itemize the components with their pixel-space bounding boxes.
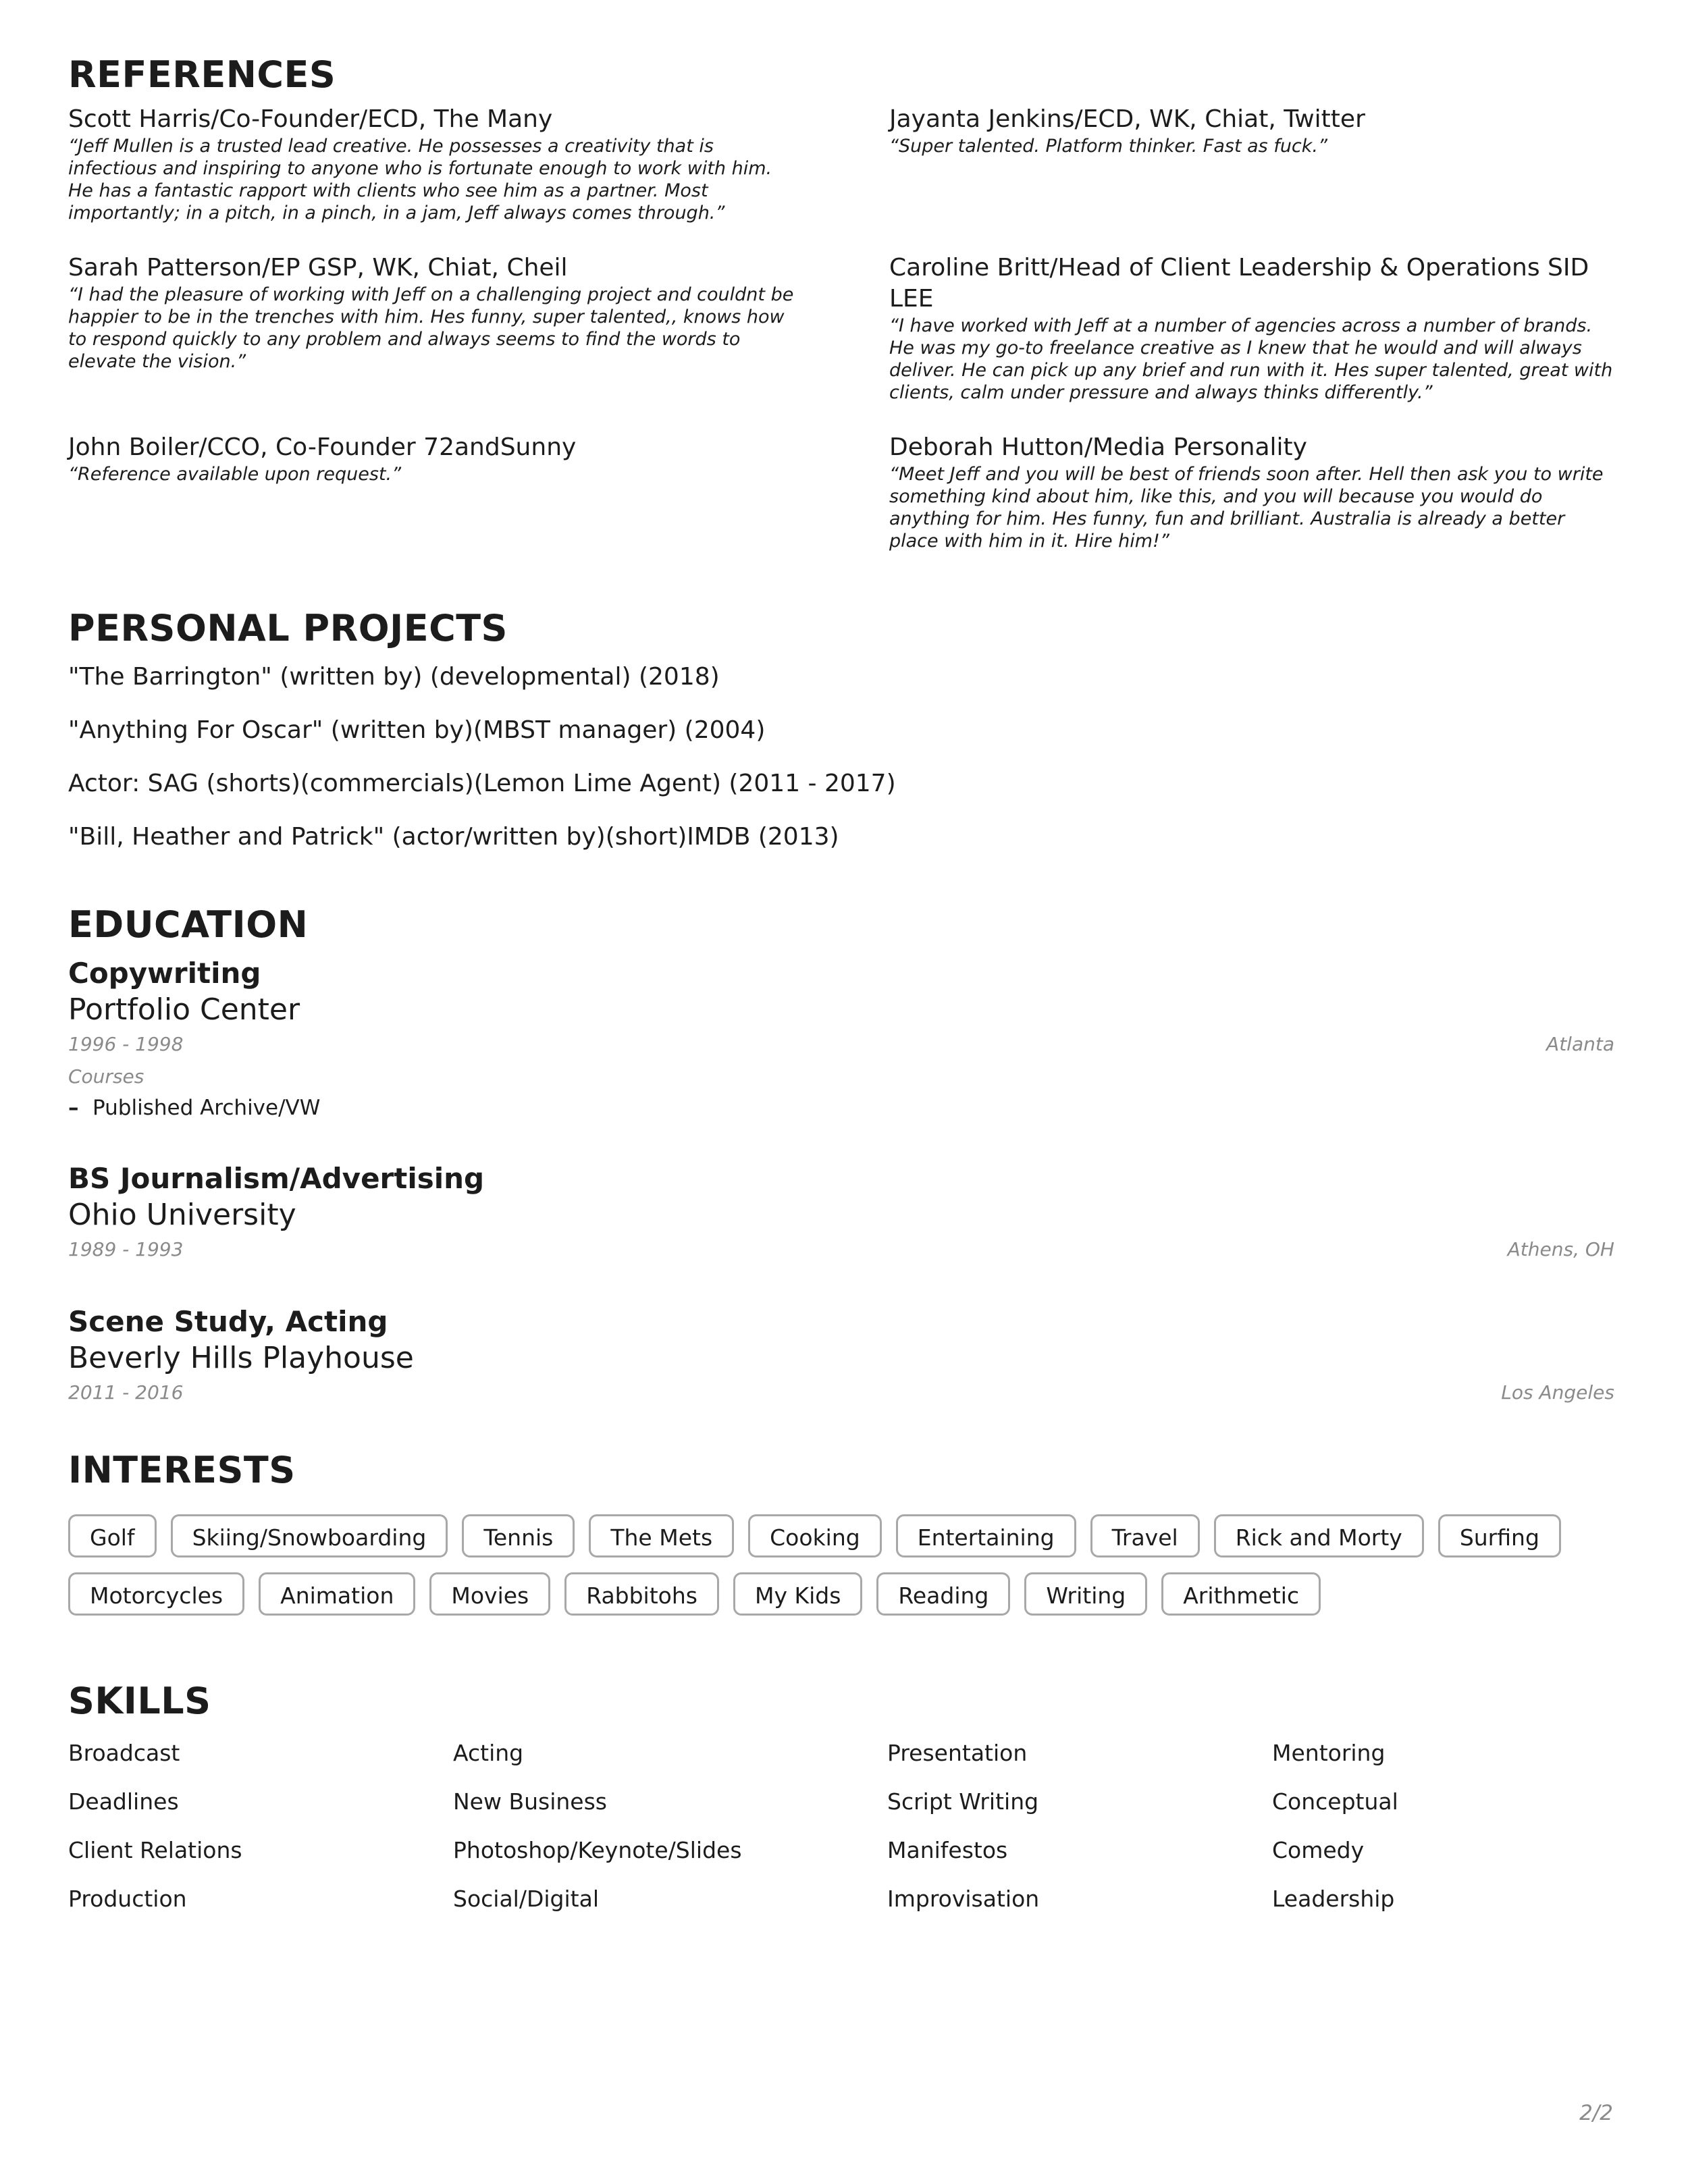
interest-tag: Arithmetic	[1161, 1572, 1321, 1616]
interest-tag: Surfing	[1438, 1514, 1561, 1557]
skill-item: Conceptual	[1272, 1788, 1398, 1815]
reference-quote: “Meet Jeff and you will be best of friends soon after. Hell then ask you to write something kind about him, like this, and you will because you would do anything for him. Hes funny, fun and brilliant. Australia is already a better place with him in it. Hire him!”	[889, 464, 1604, 552]
reference-name: Sarah Patterson/EP GSP, WK, Chiat, Cheil	[68, 254, 568, 282]
skill-item: Improvisation	[887, 1886, 1040, 1912]
references-grid	[68, 104, 1614, 552]
interest-tag: Golf	[68, 1514, 157, 1557]
interest-tag: Movies	[429, 1572, 550, 1616]
interests-section	[68, 1447, 1614, 1616]
interest-tag: Tennis	[462, 1514, 575, 1557]
education-degree: Copywriting	[68, 957, 261, 990]
skill-item: Deadlines	[68, 1788, 179, 1815]
skill-item: Client Relations	[68, 1837, 242, 1863]
interest-tag: Animation	[259, 1572, 415, 1616]
skill-item: Acting	[453, 1740, 524, 1766]
education-school: Ohio University	[68, 1198, 296, 1232]
personal-projects-heading: PERSONAL PROJECTS	[68, 607, 508, 649]
reference-item	[68, 104, 889, 224]
reference-name: Jayanta Jenkins/ECD, WK, Chiat, Twitter	[889, 105, 1365, 133]
project-item: "Anything For Oscar" (written by)(MBST manager) (2004)	[68, 716, 766, 744]
education-school: Portfolio Center	[68, 992, 300, 1027]
reference-item	[889, 252, 1614, 404]
skill-item: Leadership	[1272, 1886, 1395, 1912]
skills-section	[68, 1678, 1614, 1915]
interests-heading: INTERESTS	[68, 1449, 296, 1491]
education-entry	[68, 955, 1614, 1123]
education-years: 2011 - 2016	[68, 1381, 184, 1404]
reference-quote: “Reference available upon request.”	[68, 464, 402, 485]
skills-heading: SKILLS	[68, 1680, 211, 1722]
interest-tag: Motorcycles	[68, 1572, 244, 1616]
skill-item: Broadcast	[68, 1740, 180, 1766]
education-meta	[68, 1377, 1614, 1409]
references-section	[68, 51, 1614, 552]
project-item: "The Barrington" (written by) (developmental) (2018)	[68, 663, 720, 691]
skill-item: New Business	[453, 1788, 607, 1815]
education-degree: BS Journalism/Advertising	[68, 1162, 485, 1195]
education-meta	[68, 1028, 1614, 1061]
interest-tag: Skiing/Snowboarding	[171, 1514, 448, 1557]
project-item: "Bill, Heather and Patrick" (actor/written by)(short)IMDB (2013)	[68, 823, 839, 851]
skills-grid	[68, 1737, 1614, 1915]
education-section	[68, 901, 1614, 1409]
interest-tag: Cooking	[748, 1514, 882, 1557]
page-number: 2/2	[1579, 2101, 1613, 2125]
education-location: Athens, OH	[1507, 1238, 1614, 1260]
education-entry	[68, 1161, 1614, 1266]
reference-quote: “I have worked with Jeff at a number of agencies across a number of brands. He was my go-to freelance creative as I knew that he would and will always deliver. He can pick up any brief and run with it. Hes super talented, great with clients, calm under pressure and always thinks differently.”	[889, 315, 1613, 403]
reference-quote: “Jeff Mullen is a trusted lead creative. He possesses a creativity that is infectious and inspiring to anyone who is fortunate enough to work with him. He has a fantastic rapport with clients who see him as a partner. Most importantly; in a pitch, in a pinch, in a jam, Jeff always comes through.”	[68, 136, 772, 223]
reference-item	[889, 432, 1614, 552]
interest-tag: Entertaining	[896, 1514, 1076, 1557]
interest-tags	[68, 1514, 1614, 1616]
education-degree: Scene Study, Acting	[68, 1305, 388, 1338]
reference-name: Caroline Britt/Head of Client Leadership & Operations SID LEE	[889, 254, 1589, 313]
skill-item: Social/Digital	[453, 1886, 599, 1912]
skill-item: Mentoring	[1272, 1740, 1386, 1766]
interest-tag: My Kids	[733, 1572, 862, 1616]
interest-tag: Writing	[1024, 1572, 1147, 1616]
reference-item	[889, 104, 1614, 224]
education-heading: EDUCATION	[68, 903, 309, 946]
reference-item	[68, 432, 889, 552]
dash-bullet-icon: –	[68, 1096, 79, 1120]
interest-tag: The Mets	[589, 1514, 734, 1557]
personal-projects-section	[68, 605, 1614, 853]
interest-tag: Rick and Morty	[1214, 1514, 1424, 1557]
interest-tag: Reading	[876, 1572, 1010, 1616]
education-school: Beverly Hills Playhouse	[68, 1341, 414, 1375]
skill-item: Script Writing	[887, 1788, 1039, 1815]
course-item	[68, 1093, 1614, 1123]
education-location: Atlanta	[1546, 1033, 1614, 1055]
interest-tag: Travel	[1090, 1514, 1200, 1557]
education-years: 1989 - 1993	[68, 1238, 184, 1260]
education-entry	[68, 1304, 1614, 1409]
education-years: 1996 - 1998	[68, 1033, 184, 1055]
skill-item: Presentation	[887, 1740, 1028, 1766]
skill-item: Photoshop/Keynote/Slides	[453, 1837, 742, 1863]
reference-quote: “Super talented. Platform thinker. Fast as fuck.”	[889, 136, 1327, 157]
reference-quote: “I had the pleasure of working with Jeff on a challenging project and couldnt be happier to be in the trenches with him. Hes funny, super talented,, knows how to respond quickly to any problem and always seems to find the words to elevate the vision.”	[68, 284, 794, 372]
skill-item: Comedy	[1272, 1837, 1365, 1863]
references-heading: REFERENCES	[68, 53, 336, 96]
resume-page	[68, 51, 1614, 1915]
skill-item: Production	[68, 1886, 187, 1912]
project-item: Actor: SAG (shorts)(commercials)(Lemon Lime Agent) (2011 - 2017)	[68, 770, 896, 797]
course-name: Published Archive/VW	[93, 1096, 321, 1120]
reference-name: Deborah Hutton/Media Personality	[889, 433, 1307, 461]
reference-name: John Boiler/CCO, Co-Founder 72andSunny	[68, 433, 577, 461]
courses-label: Courses	[68, 1065, 144, 1088]
education-meta	[68, 1233, 1614, 1266]
education-location: Los Angeles	[1501, 1381, 1614, 1404]
skill-item: Manifestos	[887, 1837, 1008, 1863]
reference-item	[68, 252, 889, 404]
interest-tag: Rabbitohs	[564, 1572, 719, 1616]
reference-name: Scott Harris/Co-Founder/ECD, The Many	[68, 105, 553, 133]
